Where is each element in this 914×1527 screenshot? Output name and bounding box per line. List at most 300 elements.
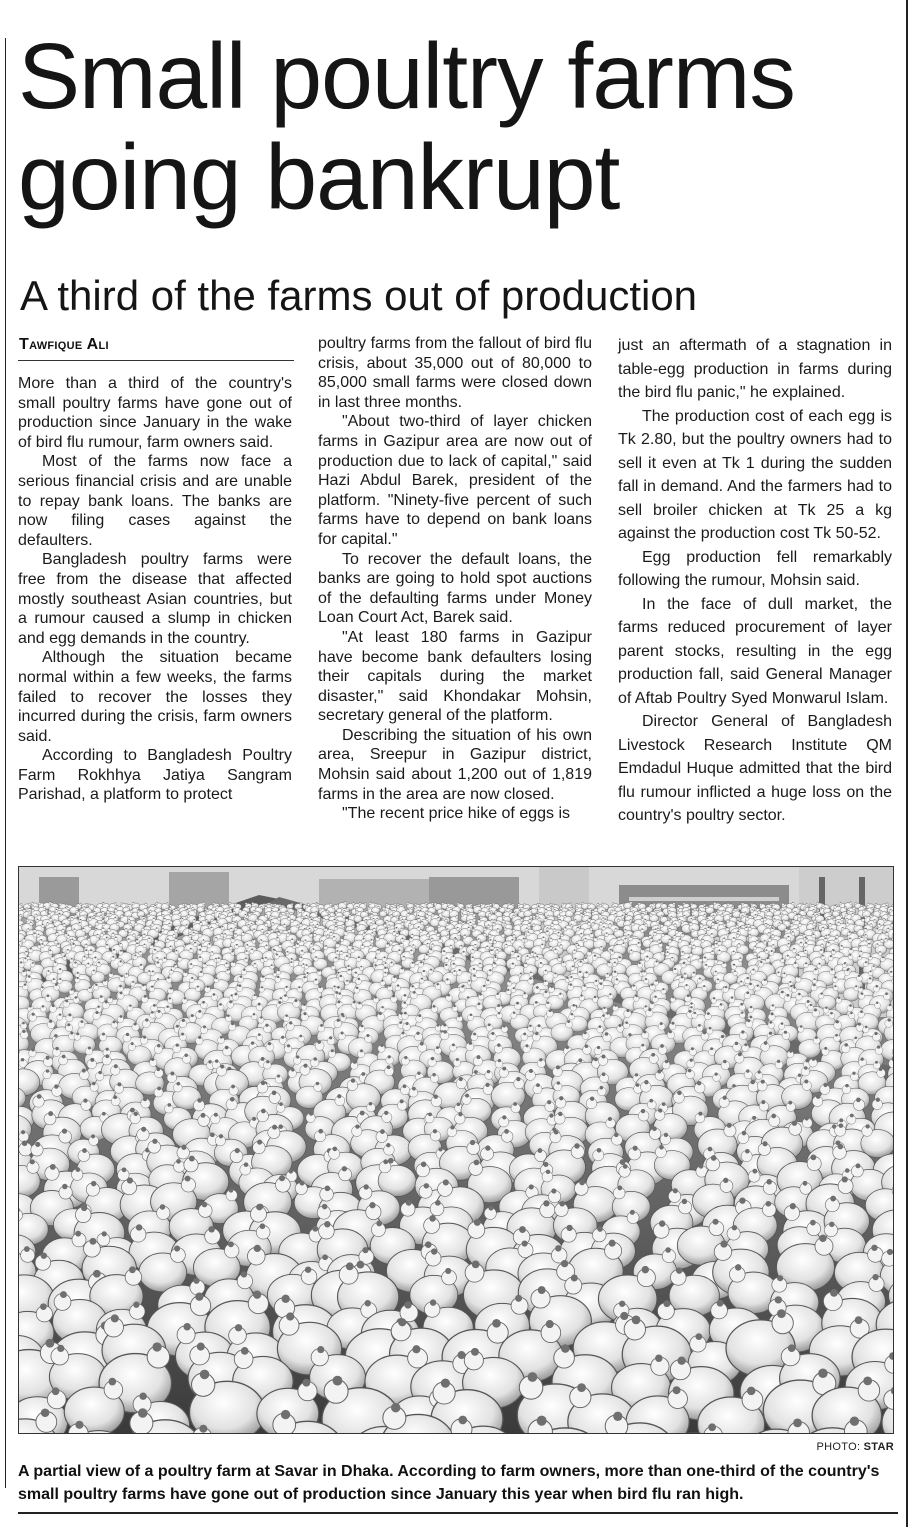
hen-comb — [697, 908, 698, 909]
hen-comb — [703, 1031, 706, 1034]
hen-comb — [402, 919, 403, 920]
hen-comb — [886, 932, 887, 933]
hen-comb — [323, 918, 324, 919]
hen-comb — [468, 927, 469, 928]
hen-comb — [687, 994, 690, 997]
hen-comb — [705, 928, 706, 929]
hen-comb — [513, 929, 514, 930]
hen-comb — [575, 919, 576, 920]
hen-comb — [291, 938, 293, 940]
hen-comb — [778, 971, 780, 973]
hen-comb — [432, 902, 433, 903]
hen-comb — [253, 939, 255, 941]
hen-comb — [764, 979, 766, 981]
hen-comb — [496, 993, 498, 995]
hen-comb — [576, 943, 578, 945]
hen-comb — [341, 1032, 344, 1035]
hen-comb — [583, 914, 584, 915]
hen-comb — [346, 918, 347, 919]
hen-comb — [191, 1014, 194, 1017]
hen-comb — [156, 907, 157, 908]
hen-comb — [278, 910, 279, 911]
hen-comb — [216, 977, 218, 979]
hen-comb — [783, 972, 785, 974]
hen-comb — [833, 950, 835, 952]
hen-comb — [27, 919, 28, 920]
hen-comb — [846, 918, 847, 919]
hen-comb — [810, 903, 811, 904]
hen-comb — [157, 1044, 160, 1047]
hen-comb — [742, 902, 743, 903]
hen-comb — [474, 923, 475, 924]
hen-comb — [120, 960, 122, 962]
hen-comb — [545, 918, 546, 919]
hen-comb — [389, 909, 390, 910]
hen-comb — [584, 985, 586, 987]
hen-comb — [530, 915, 531, 916]
hen-comb — [529, 919, 530, 920]
hen-comb — [595, 980, 597, 982]
hen-comb — [207, 909, 208, 910]
hen-comb — [185, 906, 186, 907]
hen-comb — [588, 922, 589, 923]
hen-comb — [21, 903, 22, 904]
hen-comb — [56, 909, 57, 910]
hen-comb — [815, 1036, 818, 1039]
hen-comb — [747, 1019, 750, 1022]
hen-comb — [877, 1046, 880, 1049]
hen-comb — [638, 942, 640, 944]
hen-comb — [554, 928, 555, 929]
hen-comb — [737, 933, 738, 934]
hen-comb — [616, 978, 618, 980]
hen-comb — [454, 937, 456, 939]
hen-comb — [280, 906, 281, 907]
hen-comb — [325, 945, 327, 947]
hen-comb — [152, 970, 154, 972]
hen-comb — [365, 929, 366, 930]
hen-comb — [179, 912, 180, 913]
hen-comb — [420, 961, 422, 963]
hen-comb — [766, 910, 767, 911]
hen-comb — [494, 962, 496, 964]
hen-comb — [472, 949, 474, 951]
hen-comb — [812, 1057, 815, 1060]
hen-comb — [723, 1060, 727, 1064]
hen-comb — [807, 1000, 810, 1003]
hen-comb — [698, 1024, 701, 1027]
hen-comb — [693, 945, 695, 947]
hen-comb — [21, 1058, 24, 1061]
hen-comb — [65, 933, 67, 935]
hen-comb — [366, 1034, 369, 1037]
hen-comb — [605, 1032, 608, 1035]
hen-comb — [48, 914, 49, 915]
hen-comb — [90, 917, 91, 918]
hen-comb — [251, 1041, 254, 1044]
hen-comb — [553, 904, 554, 905]
hen-comb — [869, 977, 871, 979]
hen-comb — [332, 965, 334, 967]
hen-comb — [879, 951, 881, 953]
hen-comb — [747, 977, 749, 979]
hen-comb — [232, 951, 234, 953]
hen-comb — [33, 905, 34, 906]
hen-comb — [297, 924, 298, 925]
hen-comb — [600, 982, 603, 985]
hen-comb — [204, 963, 206, 965]
hen-comb — [525, 963, 527, 965]
hen-comb — [86, 903, 87, 904]
hen-comb — [879, 910, 880, 911]
hen-comb — [794, 962, 796, 964]
hen-comb — [42, 943, 44, 945]
hen-comb — [660, 1044, 664, 1048]
hen-comb — [169, 997, 171, 999]
hen-comb — [145, 903, 146, 904]
hen-comb — [831, 968, 833, 970]
hen-comb — [602, 903, 603, 904]
hen-comb — [346, 955, 348, 957]
hen-comb — [443, 909, 444, 910]
hen-comb — [781, 991, 784, 994]
hen-comb — [112, 932, 114, 934]
hen-comb — [200, 915, 201, 916]
hen-comb — [408, 913, 409, 914]
hen-comb — [393, 931, 395, 933]
hen-comb — [797, 927, 798, 928]
hen-comb — [289, 1021, 292, 1024]
hen-comb — [572, 1004, 575, 1007]
hen-comb — [235, 933, 236, 934]
hen-comb — [38, 933, 39, 934]
hen-comb — [411, 937, 413, 939]
hen-comb — [877, 943, 878, 944]
hen-comb — [757, 940, 758, 941]
hen-comb — [180, 918, 181, 919]
hen-comb — [556, 1065, 560, 1069]
hen-comb — [723, 962, 725, 964]
hen-comb — [366, 919, 367, 920]
hen-comb — [769, 937, 771, 939]
hen-comb — [224, 933, 226, 935]
hen-comb — [87, 963, 89, 965]
hen-comb — [474, 905, 475, 906]
hen-comb — [841, 914, 842, 915]
hen-comb — [405, 1022, 408, 1025]
hen-comb — [723, 937, 725, 939]
hen-comb — [754, 946, 755, 947]
hen-comb — [304, 928, 305, 929]
hen-comb — [493, 903, 494, 904]
hen-comb — [810, 1004, 812, 1006]
hen-comb — [755, 914, 756, 915]
hen-comb — [151, 1011, 154, 1014]
hen-comb — [309, 917, 310, 918]
hen-comb — [771, 1012, 774, 1015]
hen-comb — [275, 903, 276, 904]
hen-comb — [889, 1004, 891, 1006]
hen-comb — [519, 910, 520, 911]
hen-comb — [662, 933, 663, 934]
hen-comb — [473, 918, 474, 919]
hen-comb — [144, 995, 147, 998]
hen-comb — [800, 1025, 803, 1028]
hen-comb — [86, 943, 88, 945]
hen-comb — [24, 984, 26, 986]
hen-comb — [868, 943, 870, 945]
hen-comb — [327, 910, 328, 911]
hen-comb — [306, 915, 307, 916]
hen-comb — [581, 910, 582, 911]
hen-comb — [152, 922, 153, 923]
hen-comb — [352, 925, 353, 926]
hen-comb — [278, 931, 280, 933]
hen-comb — [719, 905, 720, 906]
hen-comb — [54, 1034, 57, 1037]
hen-comb — [879, 923, 880, 924]
hen-comb — [561, 933, 562, 934]
hen-comb — [852, 1072, 855, 1075]
hen-comb — [173, 934, 174, 935]
hen-comb — [631, 906, 632, 907]
hen-comb — [102, 927, 104, 929]
hen-comb — [834, 917, 835, 918]
hen-comb — [281, 914, 282, 915]
hen-comb — [665, 1060, 668, 1063]
hen-comb — [206, 908, 207, 909]
hen-comb — [787, 936, 789, 938]
hen-comb — [313, 948, 315, 950]
hen-comb — [876, 928, 878, 930]
hen-comb — [858, 975, 860, 977]
hen-comb — [37, 919, 38, 920]
hen-comb — [120, 950, 122, 952]
hen-comb — [384, 972, 386, 974]
hen-comb — [600, 914, 601, 915]
hen-comb — [68, 1013, 71, 1016]
hen-comb — [231, 1022, 234, 1025]
hen-comb — [505, 927, 506, 928]
hen-comb — [791, 923, 792, 924]
hen-comb — [473, 913, 474, 914]
hen-comb — [844, 963, 846, 965]
hen-comb — [657, 920, 658, 921]
hen-comb — [174, 964, 176, 966]
hen-comb — [438, 917, 439, 918]
hen-comb — [262, 976, 264, 978]
hen-comb — [703, 985, 705, 987]
hen-comb — [62, 1055, 66, 1059]
hen-comb — [447, 994, 450, 997]
hen-comb — [226, 962, 228, 964]
hen-comb — [213, 993, 216, 996]
hen-comb — [781, 1022, 784, 1025]
hen-comb — [89, 924, 90, 925]
hen-comb — [65, 1000, 68, 1003]
hen-comb — [102, 919, 103, 920]
hen-comb — [682, 951, 684, 953]
hen-comb — [402, 938, 404, 940]
hen-comb — [801, 916, 802, 917]
hen-comb — [547, 931, 549, 933]
hen-comb — [547, 1002, 549, 1004]
hen-comb — [797, 975, 799, 977]
hen-comb — [585, 911, 586, 912]
hen-comb — [674, 968, 676, 970]
hen-comb — [539, 903, 540, 904]
hen-comb — [268, 1042, 271, 1045]
hen-comb — [467, 906, 468, 907]
hen-comb — [310, 933, 312, 935]
hen-comb — [314, 933, 315, 934]
hen-comb — [738, 1052, 742, 1056]
hen-comb — [39, 944, 41, 946]
paragraph: Director General of Bangladesh Livestock Research Institute QM Emdadul Huque admitted that the bird flu rumour inflicted a huge loss on the country's poultry sector. — [618, 713, 892, 824]
hen-comb — [164, 957, 166, 959]
hen-comb — [437, 933, 438, 934]
hen-comb — [805, 962, 807, 964]
hen-comb — [574, 958, 576, 960]
hen-comb — [770, 907, 771, 908]
hen-comb — [315, 956, 317, 958]
hen-comb — [546, 909, 547, 910]
hen-comb — [814, 1008, 817, 1011]
hen-comb — [491, 1032, 494, 1035]
hen-comb — [642, 949, 644, 951]
hen-comb — [769, 1021, 772, 1024]
hen-comb — [767, 924, 768, 925]
hen-comb — [578, 944, 580, 946]
hen-comb — [662, 951, 664, 953]
hen-comb — [108, 906, 109, 907]
hen-comb — [692, 937, 694, 939]
hen-comb — [659, 942, 661, 944]
hen-comb — [846, 969, 848, 971]
hen-comb — [194, 942, 196, 944]
hen-comb — [432, 1073, 435, 1076]
hen-comb — [356, 987, 358, 989]
hen-comb — [451, 920, 452, 921]
hen-comb — [598, 903, 599, 904]
hen-comb — [767, 957, 769, 959]
hen-comb — [218, 957, 220, 959]
hen-comb — [585, 957, 587, 959]
hen-comb — [520, 972, 522, 974]
hen-comb — [538, 1024, 541, 1027]
hen-comb — [209, 943, 211, 945]
hen-comb — [689, 943, 691, 945]
hen-comb — [736, 924, 737, 925]
hen-comb — [294, 999, 297, 1002]
hen-comb — [814, 968, 816, 970]
hen-comb — [68, 918, 69, 919]
hen-comb — [277, 928, 278, 929]
hen-comb — [287, 951, 289, 953]
hen-comb — [717, 920, 718, 921]
hen-comb — [217, 921, 218, 922]
hen-comb — [291, 1068, 294, 1071]
hen-comb — [212, 913, 213, 914]
hen-comb — [752, 903, 753, 904]
hen-comb — [540, 962, 542, 964]
hen-comb — [661, 902, 662, 903]
hen-comb — [411, 907, 412, 908]
hen-comb — [454, 970, 456, 972]
hen-comb — [496, 910, 497, 911]
hen-comb — [550, 946, 551, 947]
hen-comb — [233, 914, 234, 915]
hen-comb — [117, 905, 118, 906]
hen-comb — [230, 902, 231, 903]
hen-comb — [222, 926, 224, 928]
hen-comb — [335, 926, 336, 927]
hen-comb — [473, 928, 474, 929]
hen-comb — [77, 977, 79, 979]
hen-comb — [185, 971, 187, 973]
hen-comb — [39, 902, 40, 903]
hen-comb — [733, 964, 735, 966]
hen-comb — [643, 1031, 646, 1034]
hen-comb — [770, 903, 771, 904]
hen-comb — [239, 984, 242, 987]
hen-comb — [728, 903, 729, 904]
hen-comb — [459, 920, 460, 921]
hen-comb — [199, 944, 201, 946]
hen-comb — [71, 958, 73, 960]
hen-comb — [543, 936, 545, 938]
hen-comb — [641, 928, 642, 929]
hen-comb — [265, 914, 266, 915]
hen-comb — [813, 933, 815, 935]
hen-comb — [85, 949, 87, 951]
hen-comb — [658, 939, 660, 941]
hen-comb — [253, 1013, 255, 1015]
hen-comb — [642, 917, 643, 918]
hen-comb — [387, 1065, 391, 1069]
hen-comb — [865, 934, 866, 935]
hen-comb — [383, 907, 384, 908]
hen-comb — [845, 906, 846, 907]
hen-comb — [110, 972, 112, 974]
hen-comb — [34, 932, 36, 934]
hen-comb — [850, 948, 852, 950]
hen-comb — [325, 927, 327, 929]
hen-comb — [513, 1012, 515, 1014]
hen-comb — [667, 944, 669, 946]
hen-comb — [316, 911, 317, 912]
hen-comb — [156, 957, 158, 959]
hen-comb — [740, 1003, 743, 1006]
hen-comb — [838, 922, 839, 923]
hen-comb — [592, 922, 593, 923]
hen-comb — [749, 983, 752, 986]
hen-comb — [71, 917, 72, 918]
hen-comb — [446, 957, 448, 959]
hen-comb — [503, 915, 504, 916]
hen-comb — [337, 950, 339, 952]
hen-comb — [545, 969, 547, 971]
hen-comb — [516, 1002, 519, 1005]
hen-comb — [727, 919, 728, 920]
hen-comb — [505, 923, 506, 924]
hen-comb — [333, 906, 334, 907]
hen-comb — [498, 1012, 500, 1014]
hen-comb — [820, 908, 821, 909]
hen-comb — [730, 916, 731, 917]
hen-comb — [25, 958, 27, 960]
hen-comb — [303, 1004, 305, 1006]
